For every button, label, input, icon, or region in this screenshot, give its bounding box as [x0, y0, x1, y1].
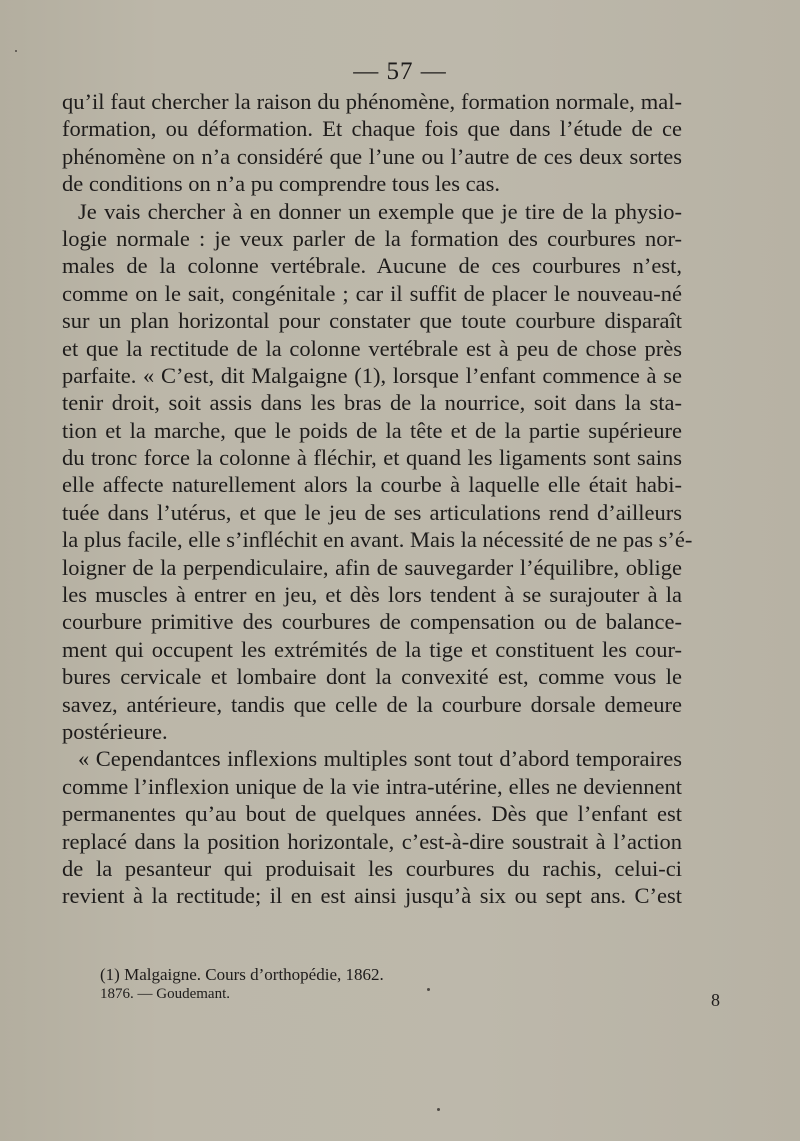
text-line: formation, ou déformation. Et chaque fois que dans l’étude de ce — [62, 116, 682, 142]
body-text — [62, 88, 693, 910]
text-line: postérieure. — [62, 718, 168, 744]
text-line: les muscles à entrer en jeu, et dès lors tendent à se surajouter à la — [62, 582, 682, 608]
text-line: tion et la marche, que le poids de la tête et de la partie supérieure — [62, 417, 682, 443]
text-line: comme l’inflexion unique de la vie intra-utérine, elles ne deviennent — [62, 773, 682, 799]
text-line: phénomène on n’a considéré que l’une ou l’autre de ces deux sortes — [62, 143, 682, 169]
text-line: bures cervicale et lombaire dont la convexité est, comme vous le — [62, 664, 682, 690]
text-line: tuée dans l’utérus, et que le jeu de ses articulations rend d’ailleurs — [62, 499, 682, 525]
text-line: de la pesanteur qui produisait les courbures du rachis, celui-ci — [62, 855, 682, 881]
text-line: logie normale : je veux parler de la formation des courbures nor- — [62, 225, 682, 251]
text-line: qu’il faut chercher la raison du phénomène, formation normale, mal- — [62, 89, 682, 114]
text-line: replacé dans la position horizontale, c’est-à-dire soustrait à l’action — [62, 828, 682, 854]
text-line: la plus facile, elle s’infléchit en avant. Mais la nécessité de ne pas s’é- — [62, 527, 693, 553]
text-line: males de la colonne vertébrale. Aucune de ces courbures n’est, — [62, 253, 682, 279]
text-line: comme on le sait, congénitale ; car il suffit de placer le nouveau-né — [62, 280, 682, 306]
text-line: permanentes qu’au bout de quelques années. Dès que l’enfant est — [62, 801, 682, 827]
ink-speck — [437, 1108, 440, 1111]
text-line: et que la rectitude de la colonne vertébrale est à peu de chose près — [62, 335, 682, 361]
text-line: loigner de la perpendiculaire, afin de sauvegarder l’équilibre, oblige — [62, 554, 682, 580]
text-line: parfaite. « C’est, dit Malgaigne (1), lorsque l’enfant commence à se — [62, 362, 682, 388]
text-line: du tronc force la colonne à fléchir, et quand les ligaments sont sains — [62, 445, 682, 471]
text-line: Je vais chercher à en donner un exemple que je tire de la physio- — [78, 198, 682, 224]
printer-imprint: 1876. — Goudemant. — [100, 986, 230, 1002]
footnote-text: (1) Malgaigne. Cours d’orthopédie, 1862. — [100, 965, 384, 984]
text-line: sur un plan horizontal pour constater que toute courbure disparaît — [62, 308, 682, 334]
text-line: elle affecte naturellement alors la courbe à laquelle elle était habi- — [62, 472, 682, 498]
signature-mark: 8 — [711, 990, 720, 1010]
text-line: courbure primitive des courbures de compensation ou de balance- — [62, 609, 682, 635]
footnote — [100, 962, 620, 988]
text-line: revient à la rectitude; il en est ainsi jusqu’à six ou sept ans. C’est — [62, 883, 682, 909]
text-line: tenir droit, soit assis dans les bras de la nourrice, soit dans la sta- — [62, 390, 682, 416]
text-line: savez, antérieure, tandis que celle de la courbure dorsale demeure — [62, 691, 682, 717]
text-line: « Cependantces inflexions multiples sont tout d’abord temporaires — [78, 746, 682, 772]
page-number: — 57 — — [353, 58, 447, 85]
text-line: ment qui occupent les extrémités de la tige et constituent les cour- — [62, 636, 682, 662]
ink-speck — [15, 50, 17, 52]
text-line: de conditions on n’a pu comprendre tous les cas. — [62, 171, 501, 197]
ink-speck — [427, 988, 430, 991]
